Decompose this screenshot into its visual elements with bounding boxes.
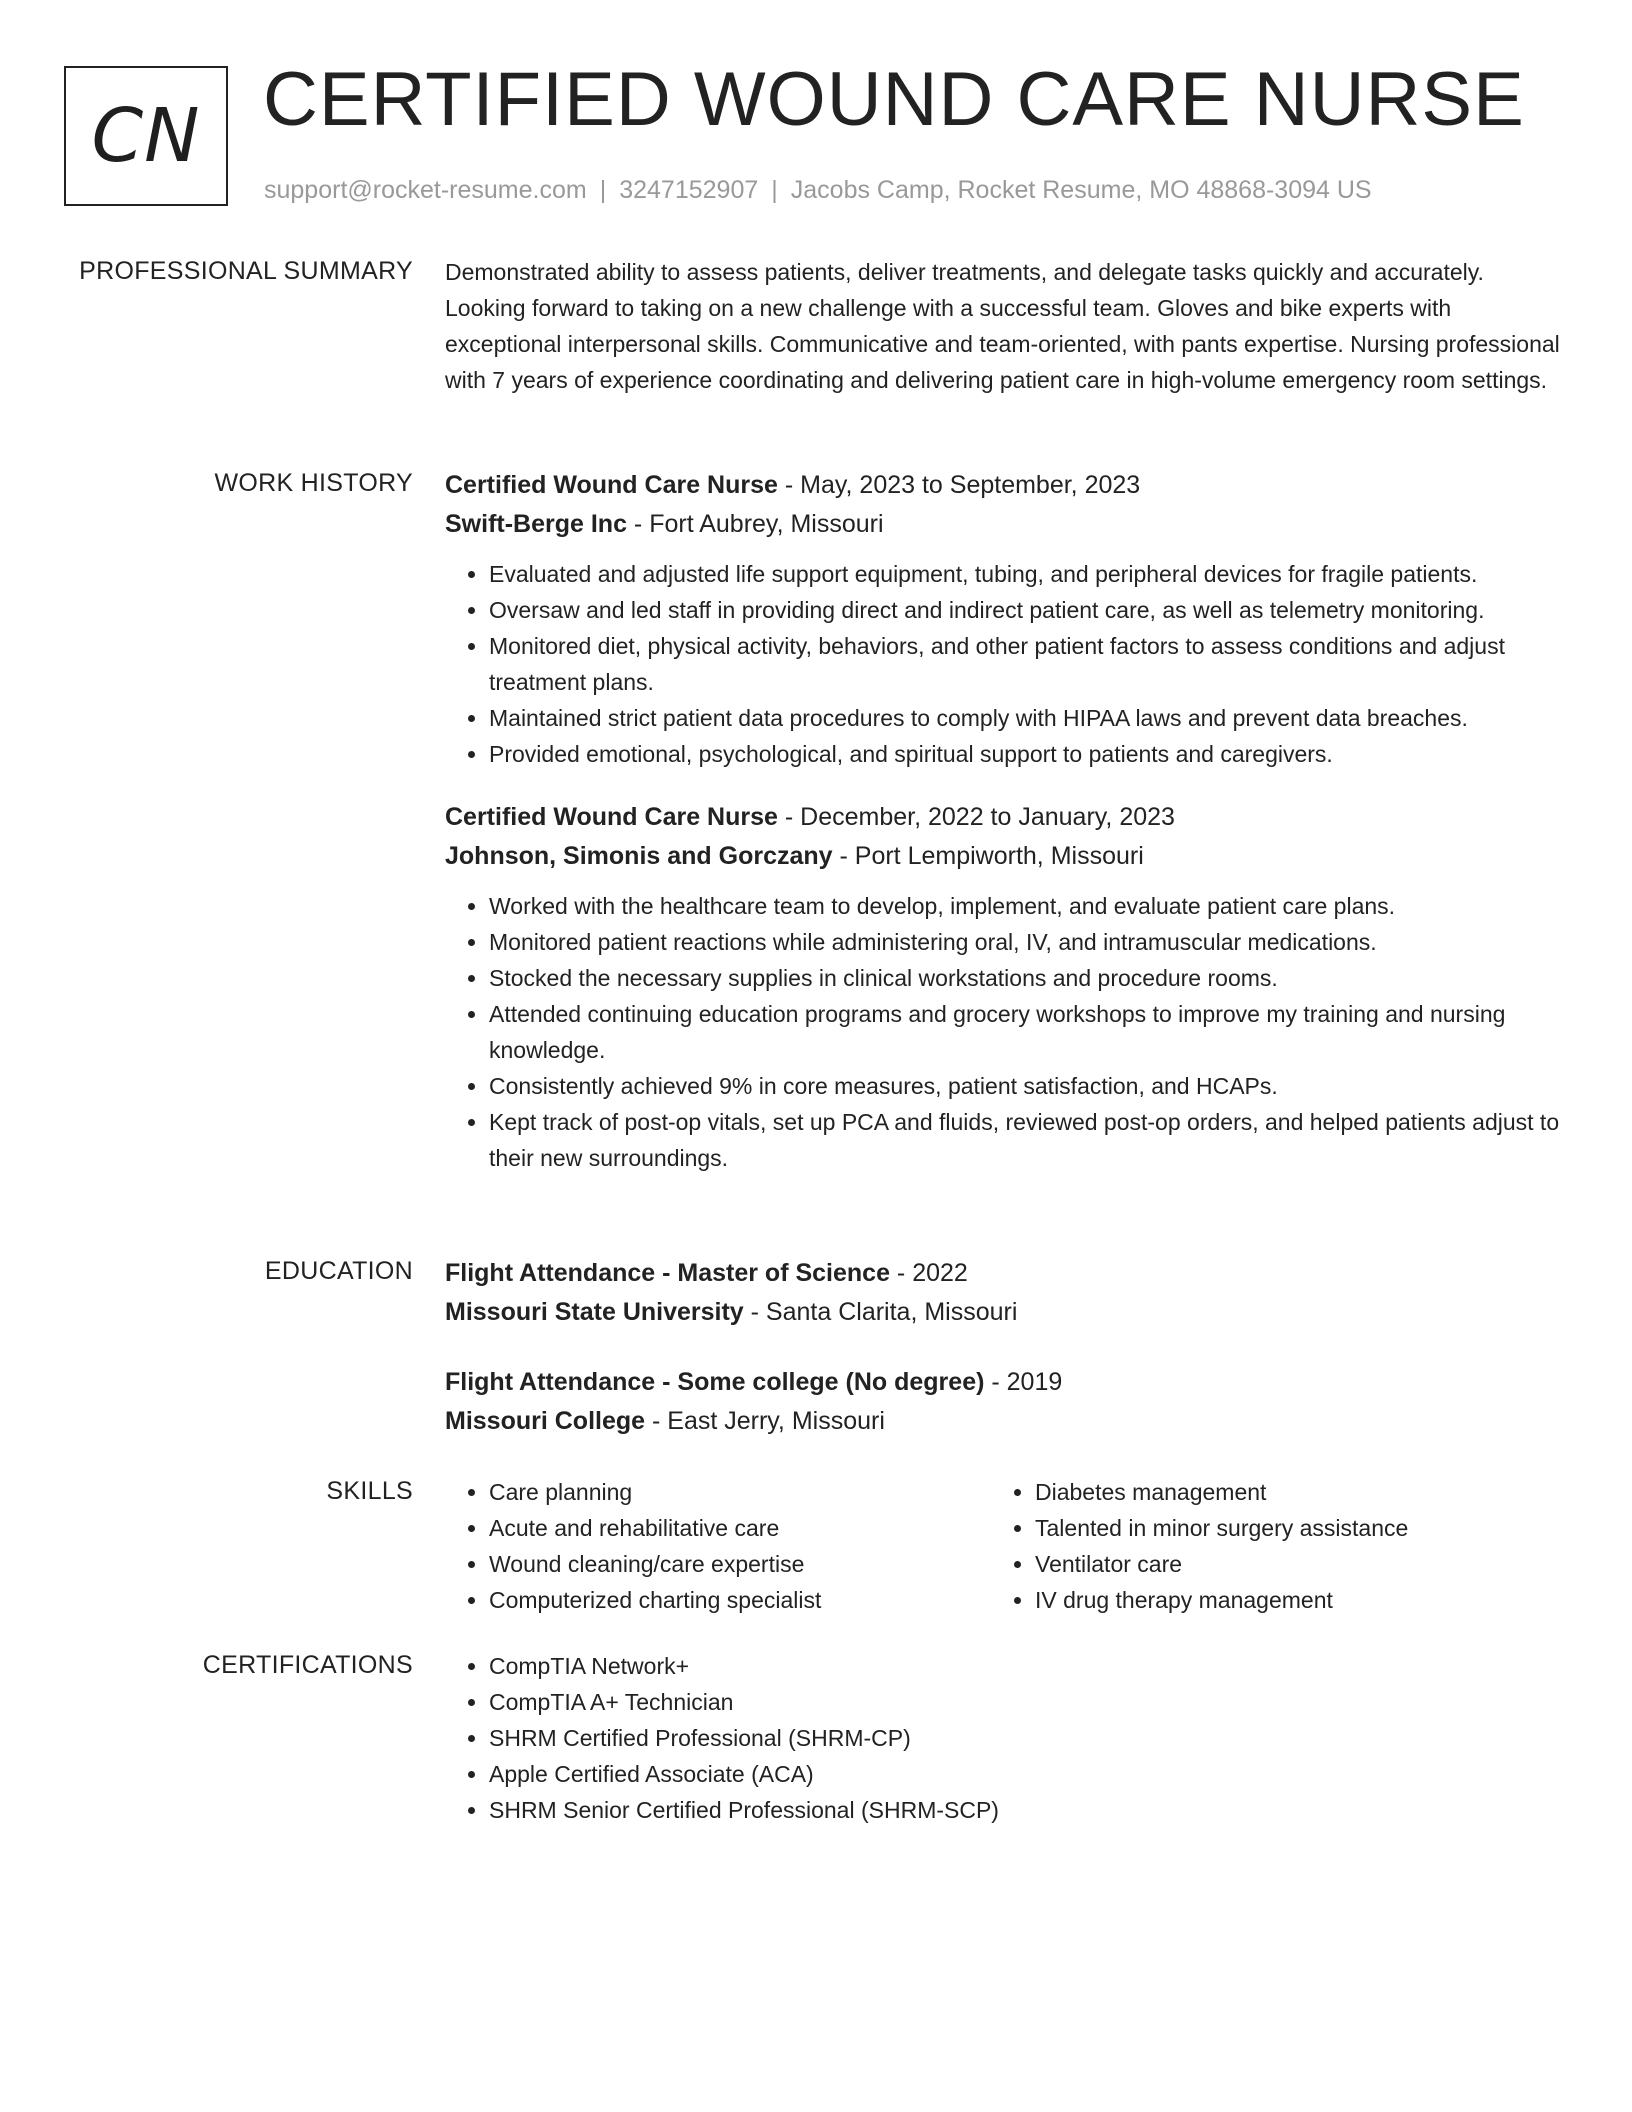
contact-line — [264, 174, 1372, 207]
work-history-body — [445, 466, 1565, 1202]
job-bullet: • Monitored diet, physical activity, behaviors, and other patient factors to assess conditions and adjust treatment plans. — [489, 628, 1565, 700]
certification-item: • SHRM Senior Certified Professional (SHRM-SCP) — [489, 1792, 999, 1828]
certifications-columns — [445, 1648, 1565, 1828]
education-school-line — [445, 1293, 1565, 1332]
monogram-initials: CN — [91, 93, 201, 179]
education-entry — [445, 1254, 1565, 1332]
certification-item: • Apple Certified Associate (ACA) — [489, 1756, 999, 1792]
skill-item: • Computerized charting specialist — [489, 1582, 991, 1618]
section-label-education: EDUCATION — [264, 1257, 413, 1285]
education-degree-line — [445, 1254, 1565, 1293]
certification-item: • SHRM Certified Professional (SHRM-CP) — [489, 1720, 999, 1756]
education-body — [445, 1254, 1565, 1472]
contact-email[interactable]: support@rocket-resume.com — [264, 176, 587, 204]
education-entry — [445, 1363, 1565, 1441]
contact-phone[interactable]: 3247152907 — [619, 176, 759, 204]
job-bullet: • Monitored patient reactions while administering oral, IV, and intramuscular medications. — [489, 924, 1565, 960]
job-title-line — [445, 466, 1565, 505]
job-bullet: • Attended continuing education programs and grocery workshops to improve my training and nursing knowledge. — [489, 996, 1565, 1068]
certification-item: • CompTIA Network+ — [489, 1648, 999, 1684]
job-location: - Port Lempiworth, Missouri — [832, 842, 1144, 870]
job-bullet: • Kept track of post-op vitals, set up PCA and fluids, reviewed post-op orders, and helped patients adjust to their new surroundings. — [489, 1104, 1565, 1176]
job-title-line — [445, 798, 1565, 837]
skills-list-right — [991, 1474, 1408, 1618]
education-school: Missouri College — [445, 1407, 646, 1435]
summary-body — [445, 254, 1565, 398]
job-bullet: • Oversaw and led staff in providing direct and indirect patient care, as well as telemetry monitoring. — [489, 592, 1565, 628]
skill-item: • Care planning — [489, 1474, 991, 1510]
job-bullet: • Provided emotional, psychological, and spiritual support to patients and caregivers. — [489, 736, 1565, 772]
skill-item: • Wound cleaning/care expertise — [489, 1546, 991, 1582]
section-label-summary: PROFESSIONAL SUMMARY — [79, 257, 413, 285]
education-year: - 2019 — [984, 1368, 1063, 1396]
resume-title: CERTIFIED WOUND CARE NURSE — [263, 57, 1525, 142]
skills-list-left — [445, 1474, 991, 1618]
job-title: Certified Wound Care Nurse — [445, 803, 778, 831]
job-bullet: • Evaluated and adjusted life support equipment, tubing, and peripheral devices for fragile patients. — [489, 556, 1565, 592]
job-bullet: • Stocked the necessary supplies in clinical workstations and procedure rooms. — [489, 960, 1565, 996]
section-label-skills: SKILLS — [326, 1477, 413, 1505]
education-location: - Santa Clarita, Missouri — [743, 1298, 1018, 1326]
section-label-work-history: WORK HISTORY — [214, 469, 413, 497]
education-degree: Flight Attendance - Some college (No degree) — [445, 1368, 985, 1396]
job-company: Swift-Berge Inc — [445, 510, 627, 538]
job-location: - Fort Aubrey, Missouri — [626, 510, 884, 538]
job-company-line — [445, 837, 1565, 876]
skills-columns — [445, 1474, 1565, 1618]
section-label-certifications: CERTIFICATIONS — [202, 1651, 413, 1679]
job-title: Certified Wound Care Nurse — [445, 471, 778, 499]
monogram-box — [64, 66, 228, 206]
summary-text: Demonstrated ability to assess patients, deliver treatments, and delegate tasks quickly and accurately. Looking forward to taking on a new challenge with a successful team. Gloves and bike experts with exceptional interpersonal skills. Communicative and team-oriented, with pants expertise. Nursing professional with 7 years of experience coordinating and delivering patient care in high-volume emergency room settings. — [445, 259, 1560, 393]
skill-item: • Ventilator care — [1035, 1546, 1408, 1582]
education-location: - East Jerry, Missouri — [645, 1407, 885, 1435]
contact-separator: | — [599, 176, 607, 204]
skill-item: • Talented in minor surgery assistance — [1035, 1510, 1408, 1546]
education-school: Missouri State University — [445, 1298, 744, 1326]
job-dates: - May, 2023 to September, 2023 — [777, 471, 1141, 499]
job-bullets — [445, 556, 1565, 772]
certifications-body — [445, 1648, 1565, 1828]
job-bullets — [445, 888, 1565, 1176]
skills-body — [445, 1474, 1565, 1618]
skill-item: • Diabetes management — [1035, 1474, 1408, 1510]
certifications-list — [445, 1648, 999, 1828]
education-degree: Flight Attendance - Master of Science — [445, 1259, 890, 1287]
education-degree-line — [445, 1363, 1565, 1402]
contact-separator: | — [771, 176, 778, 204]
job-entry — [445, 466, 1565, 772]
skill-item: • IV drug therapy management — [1035, 1582, 1408, 1618]
job-bullet: • Consistently achieved 9% in core measures, patient satisfaction, and HCAPs. — [489, 1068, 1565, 1104]
job-bullet: • Maintained strict patient data procedures to comply with HIPAA laws and prevent data breaches. — [489, 700, 1565, 736]
job-company-line — [445, 505, 1565, 544]
job-dates: - December, 2022 to January, 2023 — [777, 803, 1175, 831]
skill-item: • Acute and rehabilitative care — [489, 1510, 991, 1546]
certification-item: • CompTIA A+ Technician — [489, 1684, 999, 1720]
contact-address: Jacobs Camp, Rocket Resume, MO 48868-3094 US — [790, 176, 1372, 204]
job-company: Johnson, Simonis and Gorczany — [445, 842, 833, 870]
education-year: - 2022 — [889, 1259, 968, 1287]
education-school-line — [445, 1402, 1565, 1441]
job-entry — [445, 798, 1565, 1176]
job-bullet: • Worked with the healthcare team to develop, implement, and evaluate patient care plans. — [489, 888, 1565, 924]
